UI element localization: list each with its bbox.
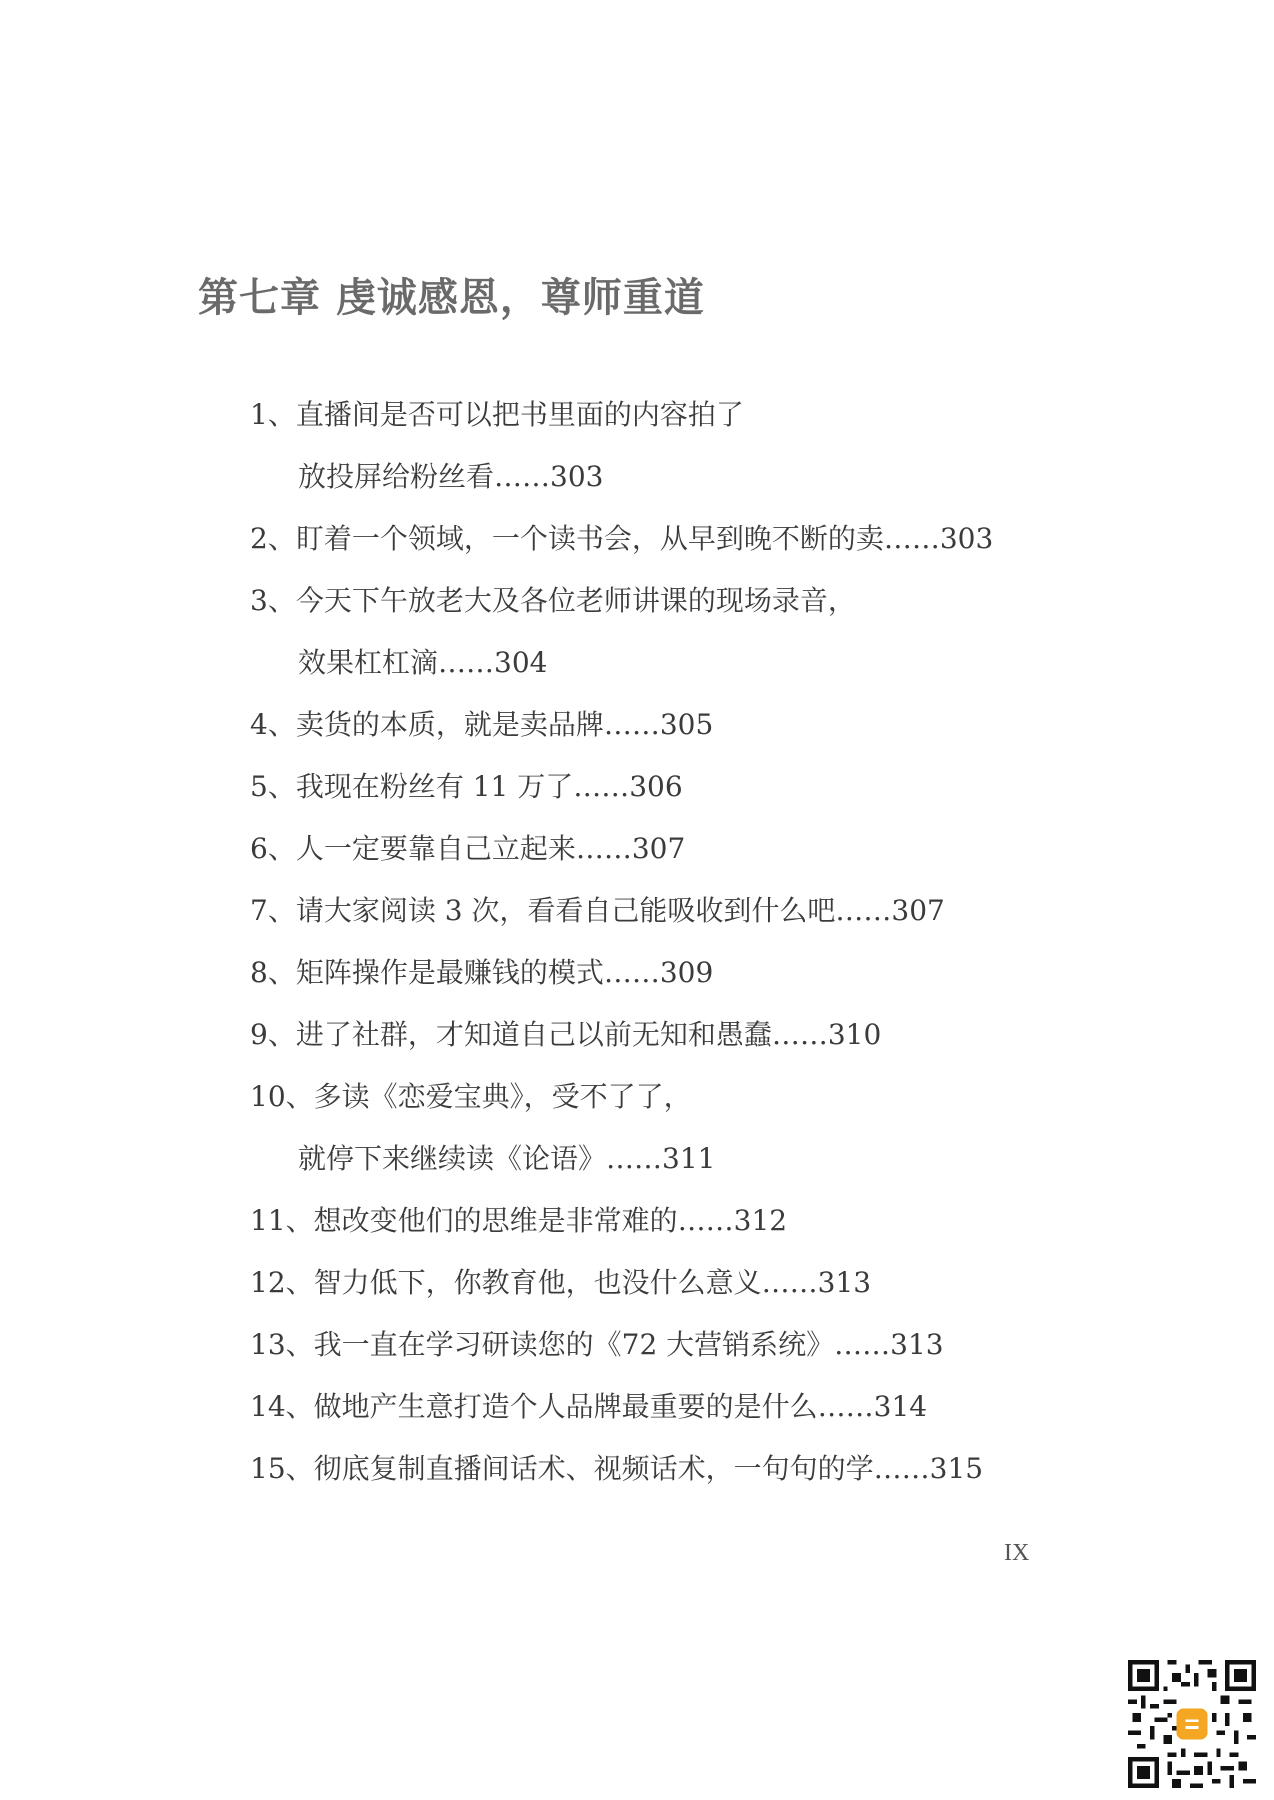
- page-number: IX: [1004, 1540, 1030, 1566]
- toc-entry-3-continued: 效果杠杠滴……304: [298, 646, 548, 679]
- toc-entry-8: 8、矩阵操作是最赚钱的模式……309: [250, 956, 714, 989]
- toc-entry-7: 7、请大家阅读 3 次，看看自己能吸收到什么吧……307: [250, 894, 945, 927]
- qr-code-icon: [1128, 1660, 1256, 1788]
- toc-entry-6: 6、人一定要靠自己立起来……307: [250, 832, 686, 865]
- chapter-title: 第七章 虔诚感恩，尊师重道: [198, 274, 705, 321]
- toc-entry-9: 9、进了社群，才知道自己以前无知和愚蠢……310: [250, 1018, 882, 1051]
- toc-entry-10-continued: 就停下来继续读《论语》……311: [298, 1142, 716, 1175]
- toc-entry-3: 3、今天下午放老大及各位老师讲课的现场录音，: [250, 584, 856, 617]
- toc-entry-10: 10、多读《恋爱宝典》，受不了了，: [250, 1080, 692, 1113]
- toc-entry-5: 5、我现在粉丝有 11 万了……306: [250, 770, 683, 803]
- toc-entry-13: 13、我一直在学习研读您的《72 大营销系统》……313: [250, 1328, 944, 1361]
- toc-entry-15: 15、彻底复制直播间话术、视频话术，一句句的学……315: [250, 1452, 984, 1485]
- toc-entry-14: 14、做地产生意打造个人品牌最重要的是什么……314: [250, 1390, 928, 1423]
- toc-entry-11: 11、想改变他们的思维是非常难的……312: [250, 1204, 788, 1237]
- toc-entry-12: 12、智力低下，你教育他，也没什么意义……313: [250, 1266, 872, 1299]
- toc-entry-4: 4、卖货的本质，就是卖品牌……305: [250, 708, 714, 741]
- toc-entry-1: 1、直播间是否可以把书里面的内容拍了: [250, 398, 744, 431]
- toc-entry-1-continued: 放投屏给粉丝看……303: [298, 460, 604, 493]
- table-of-contents: [250, 384, 1070, 1500]
- toc-entry-2: 2、盯着一个领域，一个读书会，从早到晚不断的卖……303: [250, 522, 994, 555]
